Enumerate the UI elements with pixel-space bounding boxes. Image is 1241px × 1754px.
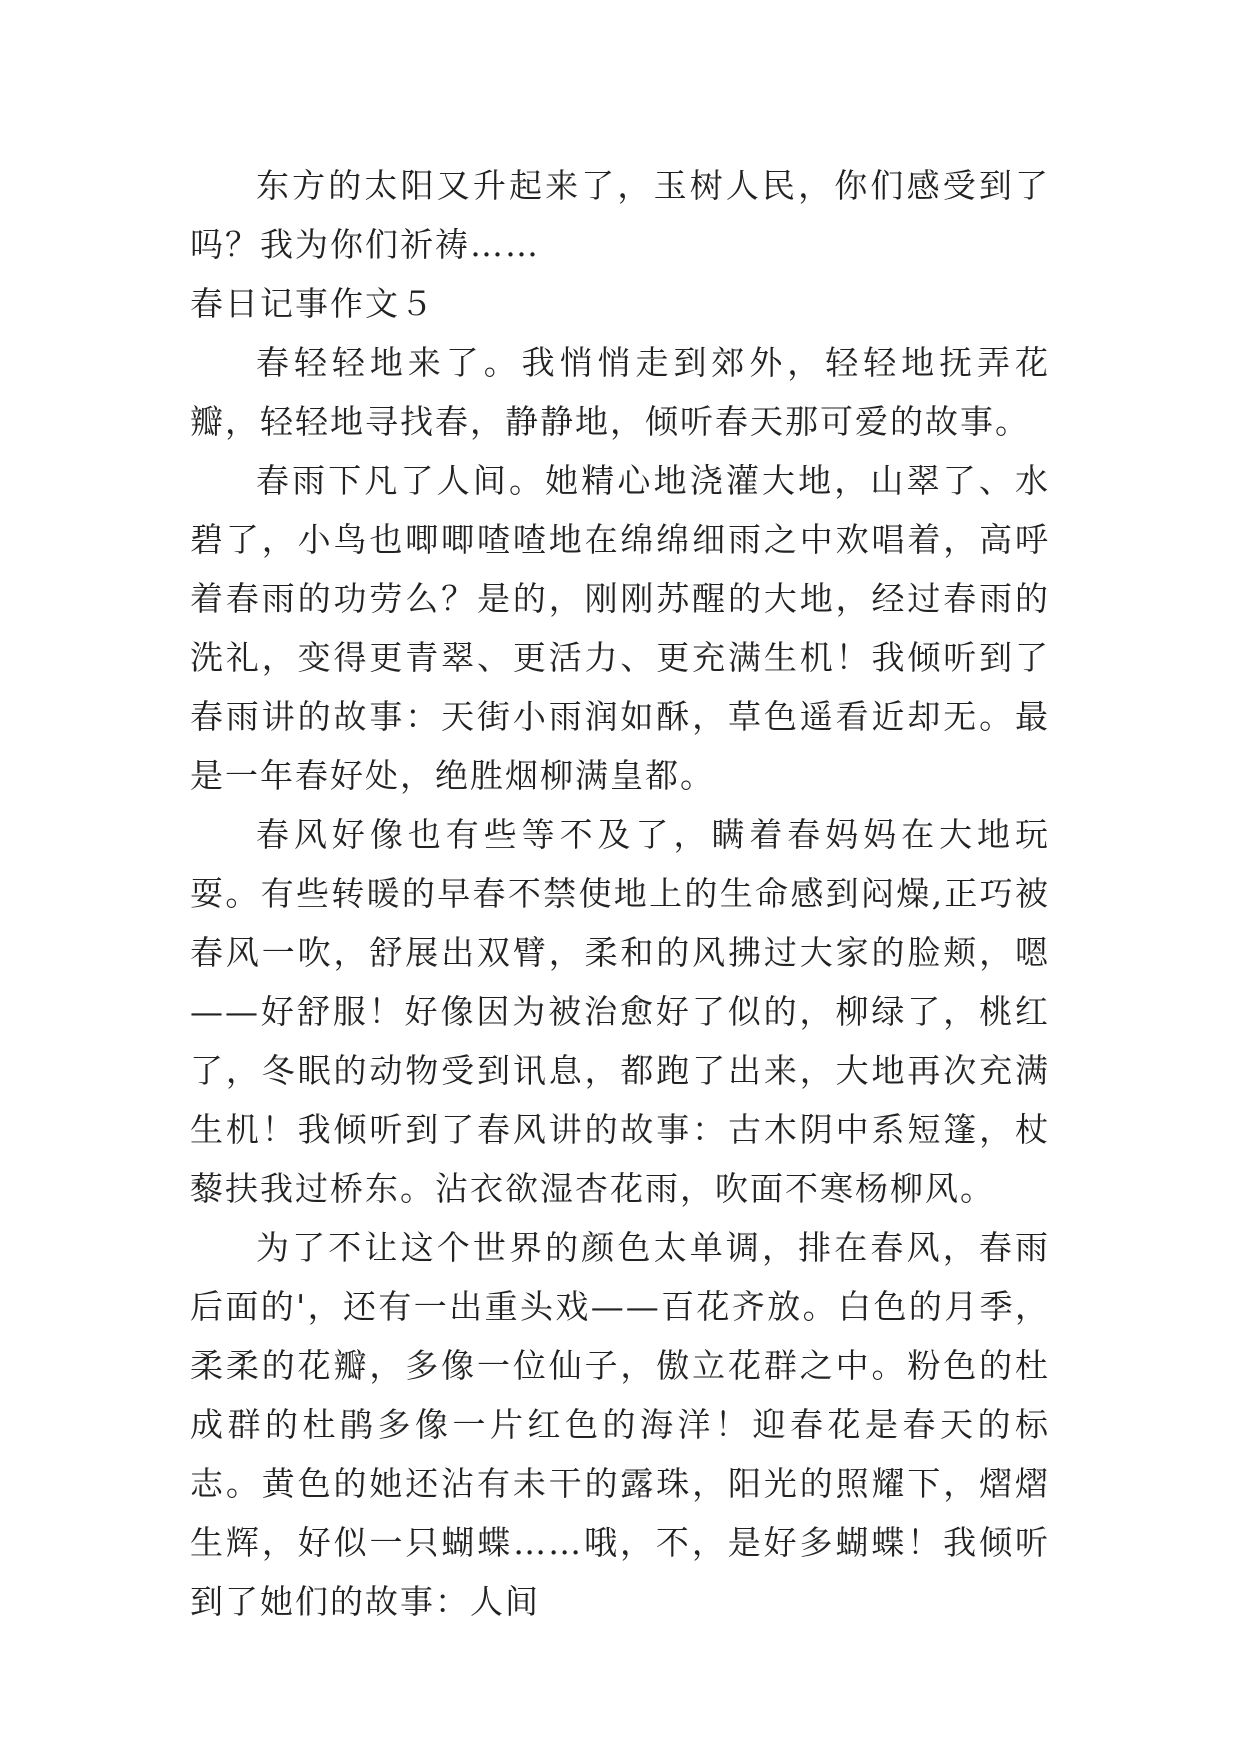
paragraph-spring-arrives: 春轻轻地来了。我悄悄走到郊外，轻轻地抚弄花瓣，轻轻地寻找春，静静地，倾听春天那可爱的故事。	[190, 343, 1050, 441]
paragraph-flowers: 为了不让这个世界的颜色太单调，排在春风，春雨后面的'，还有一出重头戏——百花齐放。白色的月季，柔柔的花瓣，多像一位仙子，傲立花群之中。粉色的杜成群的杜鹃多像一片红色的海洋！迎春花是春天的标志。黄色的她还沾有未干的露珠，阳光的照耀下，熠熠生辉，好似一只蝴蝶……哦，不，是好多蝴蝶！我倾听到了她们的故事：人间	[190, 1228, 1050, 1621]
document-body	[190, 156, 1050, 1631]
paragraph-spring-wind: 春风好像也有些等不及了，瞒着春妈妈在大地玩耍。有些转暖的早春不禁使地上的生命感到闷燥,正巧被春风一吹，舒展出双臂，柔和的风拂过大家的脸颊，嗯——好舒服！好像因为被治愈好了似的，柳绿了，桃红了，冬眠的动物受到讯息，都跑了出来，大地再次充满生机！我倾听到了春风讲的故事：古木阴中系短篷，杖藜扶我过桥东。沾衣欲湿杏花雨，吹面不寒杨柳风。	[190, 815, 1050, 1208]
paragraph-spring-rain: 春雨下凡了人间。她精心地浇灌大地，山翠了、水碧了，小鸟也唧唧喳喳地在绵绵细雨之中欢唱着，高呼着春雨的功劳么？是的，刚刚苏醒的大地，经过春雨的洗礼，变得更青翠、更活力、更充满生机！我倾听到了春雨讲的故事：天街小雨润如酥，草色遥看近却无。最是一年春好处，绝胜烟柳满皇都。	[190, 461, 1050, 795]
section-title: 春日记事作文５	[190, 284, 435, 323]
intro-paragraph: 东方的太阳又升起来了，玉树人民，你们感受到了吗？我为你们祈祷……	[190, 166, 1050, 264]
